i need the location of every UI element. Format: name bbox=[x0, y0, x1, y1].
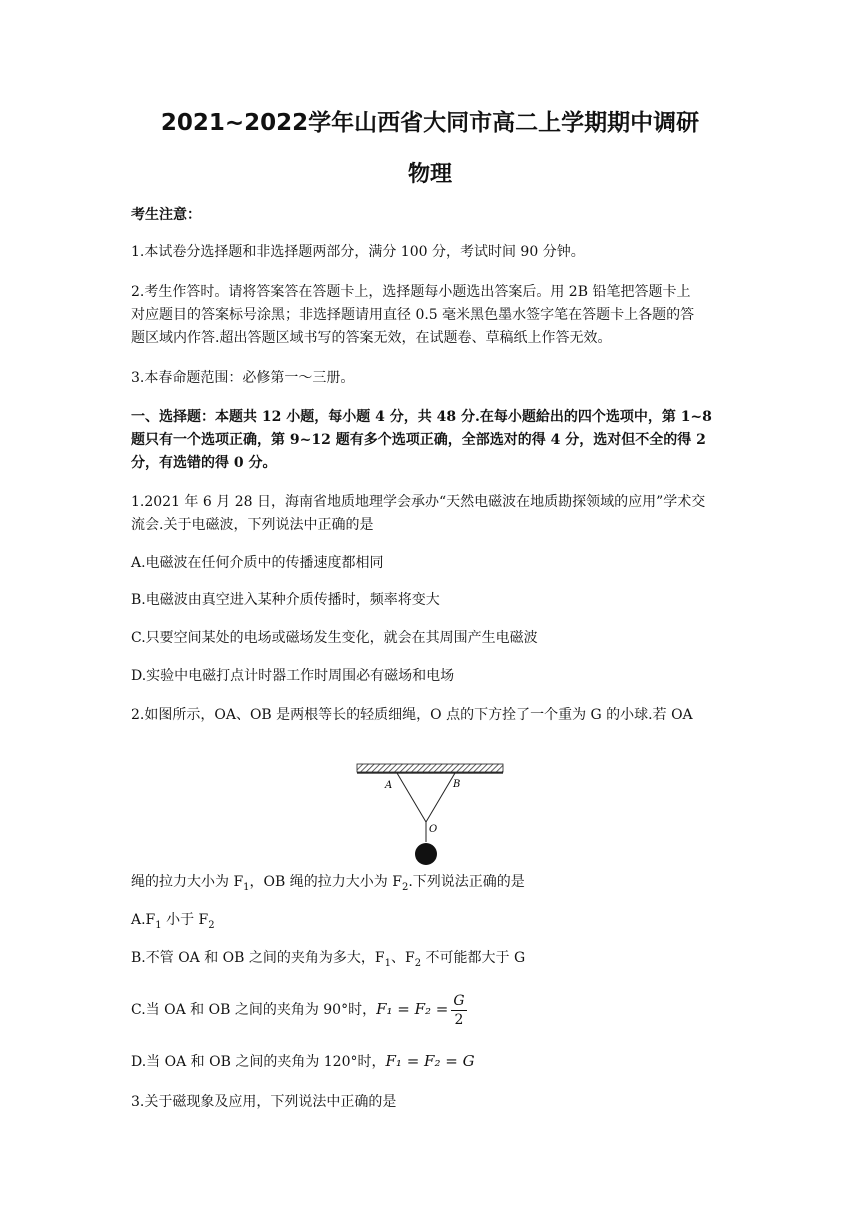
q2-stem-sub-1: 1 bbox=[243, 881, 250, 893]
q1-stem-line-2: 流会.关于电磁波，下列说法中正确的是 bbox=[131, 517, 374, 533]
rope-oa bbox=[397, 773, 426, 822]
section-1-line-1: 一、选择题：本题共 12 小题，每小题 4 分，共 48 分.在每小题給出的四个选项中，第 1~8 bbox=[131, 409, 712, 425]
q1-option-c: C.只要空间某处的电场或磁场发生变化，就会在其周围产生电磁波 bbox=[131, 630, 538, 646]
rope-ob bbox=[426, 773, 455, 822]
section-1-line-2: 题只有一个选项正确，第 9~12 题有多个选项正确，全部选对的得 4 分，选对但不全的得 2 bbox=[131, 432, 706, 448]
q2-b-text-c: 不可能都大于 G bbox=[421, 950, 526, 966]
label-a: A bbox=[385, 780, 393, 791]
q2-b-text-a: B.不管 OA 和 OB 之间的夹角为多大，F bbox=[131, 950, 385, 966]
q1-stem-line-1: 1.2021 年 6 月 28 日，海南省地质地理学会承办“天然电磁波在地质勘探领域的应用”学术交 bbox=[131, 494, 706, 510]
q2-b-sub-1: 1 bbox=[384, 957, 391, 969]
q2-c-numerator: G bbox=[453, 992, 465, 1009]
label-o: O bbox=[429, 824, 438, 835]
q2-a-text-a: A.F bbox=[131, 912, 156, 928]
q1-option-a: A.电磁波在任何介质中的传播速度都相同 bbox=[131, 555, 384, 571]
note-2-line-3: 题区域内作答.超出答题区域书写的答案无效，在试题卷、草稿纸上作答无效。 bbox=[131, 330, 612, 346]
q2-stem-text-b: ，OB 绳的拉力大小为 F bbox=[249, 874, 402, 890]
q2-option-b bbox=[131, 948, 741, 974]
note-2-line-1: 2.考生作答时。请将答案答在答题卡上，选择题每小题选出答案后。用 2B 铅笔把答题卡上 bbox=[131, 284, 691, 300]
label-b: B bbox=[453, 779, 461, 790]
q2-a-sub-2: 2 bbox=[208, 919, 215, 931]
note-2-line-2: 对应题目的答案标号涂黑；非选择题请用直径 0.5 毫米黑色墨水签字笔在答题卡上各题的答 bbox=[131, 307, 695, 323]
section-1-line-3: 分，有选错的得 0 分。 bbox=[131, 455, 277, 471]
ceiling-hatch bbox=[357, 764, 503, 772]
q2-stem-text-c: .下列说法正确的是 bbox=[408, 874, 525, 890]
q2-c-denominator: 2 bbox=[454, 1011, 464, 1028]
note-3: 3.本春命题范围：必修第一～三册。 bbox=[131, 370, 355, 386]
subject-title: 物理 bbox=[407, 162, 452, 187]
q2-b-text-b: 、F bbox=[390, 950, 415, 966]
q1-option-b: B.电磁波由真空进入某种介质传播时，频率将变大 bbox=[131, 592, 440, 608]
rope-ball-figure bbox=[355, 760, 505, 870]
q3-stem: 3.关于磁现象及应用，下列说法中正确的是 bbox=[131, 1094, 397, 1110]
q2-b-sub-2: 2 bbox=[414, 957, 422, 969]
exam-title: 2021~2022学年山西省大同市高二上学期期中调研 bbox=[160, 110, 700, 136]
q2-stem-line-1: 2.如图所示，OA、OB 是两根等长的轻质细绳，O 点的下方拴了一个重为 G 的小球.若 OA bbox=[131, 707, 693, 723]
q2-a-text-b: 小于 F bbox=[161, 912, 209, 928]
q2-option-c bbox=[131, 990, 741, 1029]
q2-stem-sub-2: 2 bbox=[401, 881, 409, 893]
notes-heading: 考生注意： bbox=[131, 207, 201, 223]
q1-option-d: D.实验中电磁打点计时器工作时周围必有磁场和电场 bbox=[131, 668, 455, 684]
q2-d-text: D.当 OA 和 OB 之间的夹角为 120°时， bbox=[131, 1054, 386, 1070]
q2-option-a bbox=[131, 910, 741, 936]
q2-c-fraction bbox=[451, 992, 466, 1029]
q2-d-math: F₁ = F₂ = G bbox=[385, 1052, 475, 1070]
note-1: 1.本试卷分选择题和非选择题两部分，满分 100 分，考试时间 90 分钟。 bbox=[131, 244, 585, 260]
q2-c-math: F₁ = F₂ = bbox=[376, 1000, 449, 1018]
q2-stem-text-a: 绳的拉力大小为 F bbox=[131, 874, 244, 890]
q2-option-d bbox=[131, 1051, 741, 1072]
q2-stem-line-2 bbox=[131, 872, 741, 898]
q2-c-text: C.当 OA 和 OB 之间的夹角为 90°时， bbox=[131, 1002, 377, 1018]
q2-a-sub-1: 1 bbox=[155, 919, 162, 931]
ball bbox=[415, 843, 437, 865]
